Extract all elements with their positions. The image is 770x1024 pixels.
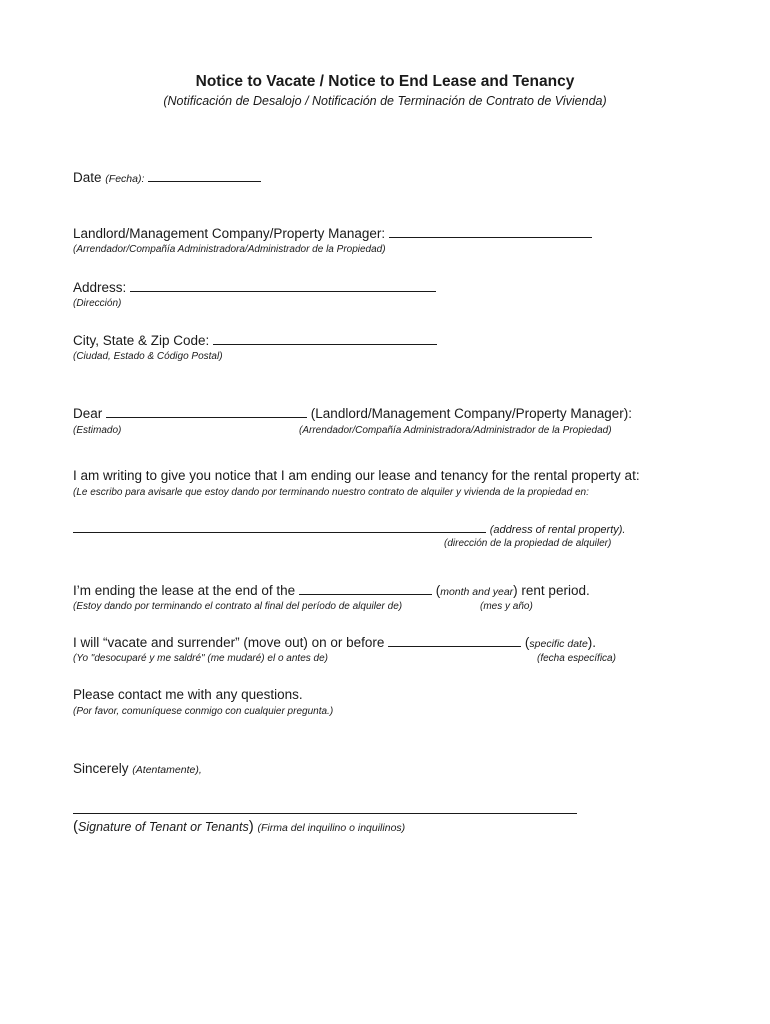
address-label-es: (Dirección) — [73, 298, 122, 309]
date-row — [73, 169, 261, 185]
landlord-label: Landlord/Management Company/Property Manager: — [73, 226, 386, 241]
dear-suffix: (Landlord/Management Company/Property Manager): — [310, 406, 632, 421]
contact-text-es: (Por favor, comuníquese conmigo con cualquier pregunta.) — [73, 706, 334, 717]
city-label-es: (Ciudad, Estado & Código Postal) — [73, 351, 223, 362]
signature-paren-open: ( — [73, 818, 78, 835]
address-label: Address: — [73, 280, 127, 295]
city-label: City, State & Zip Code: — [73, 333, 210, 348]
dear-row — [73, 405, 632, 421]
dear-suffix-es: (Arrendador/Compañía Administradora/Administrador de la Propiedad) — [299, 425, 612, 436]
address-field[interactable] — [130, 279, 436, 292]
date-label: Date — [73, 170, 102, 185]
document-subtitle: (Notificación de Desalojo / Notificación de Terminación de Contrato de Vivienda) — [163, 94, 607, 108]
dear-label: Dear — [73, 406, 103, 421]
document-title: Notice to Vacate / Notice to End Lease and Tenancy — [195, 73, 575, 90]
dear-field[interactable] — [106, 405, 307, 418]
vacate-field[interactable] — [388, 634, 521, 647]
vacate-hint-close: ). — [587, 635, 597, 650]
landlord-label-es: (Arrendador/Compañía Administradora/Administrador de la Propiedad) — [73, 244, 386, 255]
signature-label-es: (Firma del inquilino o inquilinos) — [257, 822, 406, 834]
closing-row — [73, 761, 202, 776]
landlord-field[interactable] — [389, 225, 592, 238]
landlord-row — [73, 225, 592, 241]
vacate-hint-open: ( — [524, 635, 530, 650]
ending-text-es: (Estoy dando por terminando el contrato al final del período de alquiler de) — [73, 601, 403, 612]
notice-text-es: (Le escribo para avisarle que estoy dando por terminando nuestro contrato de alquiler y vivienda de la propiedad en: — [73, 487, 589, 498]
signature-paren-close: ) — [248, 818, 254, 835]
contact-text: Please contact me with any questions. — [73, 687, 303, 702]
vacate-text: I will “vacate and surrender” (move out) on or before — [73, 635, 385, 650]
notice-text: I am writing to give you notice that I am ending our lease and tenancy for the rental property at: — [73, 468, 640, 483]
ending-row — [73, 582, 590, 598]
vacate-row — [73, 634, 596, 650]
rental-address-hint: (address of rental property). — [489, 524, 626, 536]
signature-row — [73, 818, 405, 835]
signature-label: Signature of Tenant or Tenants — [78, 820, 249, 834]
ending-hint-es: (mes y año) — [480, 601, 533, 612]
vacate-hint-es: (fecha específica) — [537, 653, 616, 664]
vacate-hint: specific date — [529, 638, 588, 650]
ending-text: I’m ending the lease at the end of the — [73, 583, 296, 598]
signature-line[interactable] — [73, 813, 577, 814]
closing-text: Sincerely — [73, 761, 129, 776]
dear-label-es: (Estimado) — [73, 425, 122, 436]
rental-address-field[interactable] — [73, 520, 486, 533]
date-field[interactable] — [148, 169, 261, 182]
rental-address-row — [73, 520, 626, 536]
closing-text-es: (Atentamente), — [132, 764, 202, 776]
date-label-es: (Fecha): — [105, 173, 145, 185]
rental-address-hint-es: (dirección de la propiedad de alquiler) — [444, 538, 612, 549]
address-row — [73, 279, 436, 295]
city-row — [73, 332, 437, 348]
city-field[interactable] — [213, 332, 437, 345]
ending-hint-close: ) rent period. — [513, 583, 590, 598]
ending-hint: month and year — [440, 586, 514, 598]
ending-field[interactable] — [299, 582, 432, 595]
ending-hint-open: ( — [435, 583, 441, 598]
vacate-text-es: (Yo "desocuparé y me saldré" (me mudaré) el o antes de) — [73, 653, 328, 664]
